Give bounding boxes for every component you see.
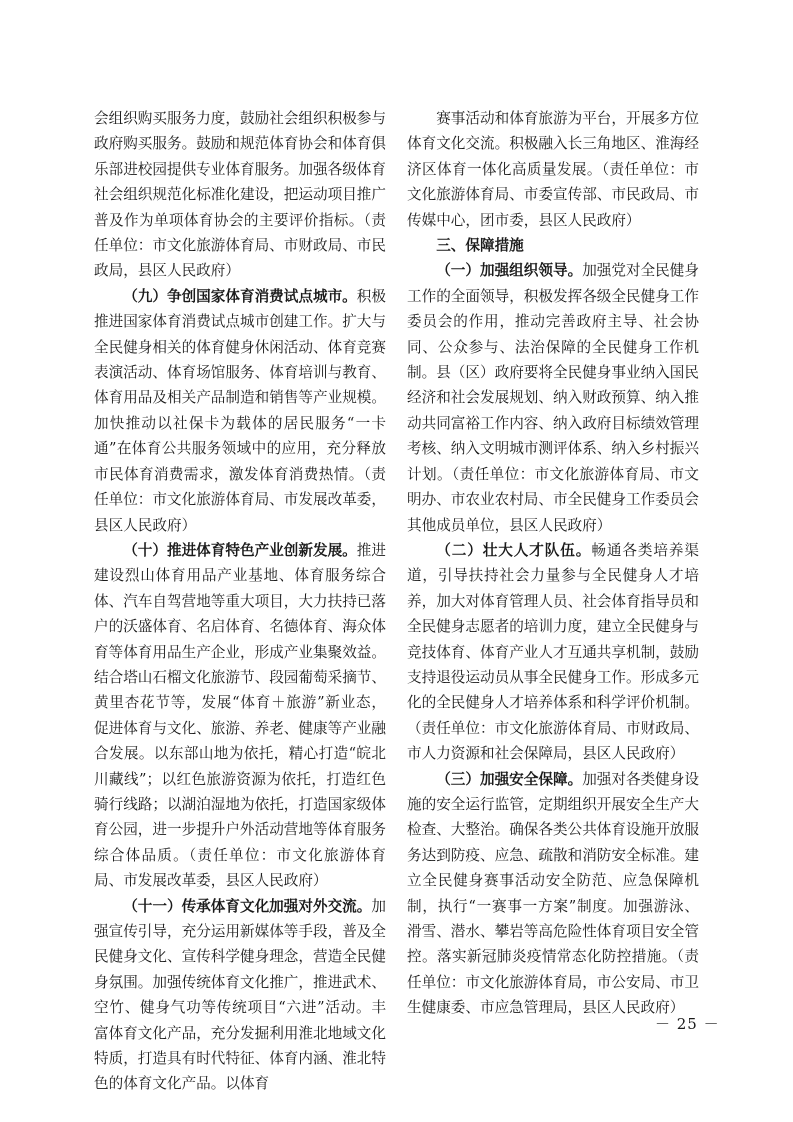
paragraph-heading: （十）推进体育特色产业创新发展。 xyxy=(123,541,357,559)
paragraph-text: 畅通各类培养渠道，引导扶持社会力量参与全民健身人才培养，加大对体育管理人员、社会体育指导员和全民健身志愿者的培训力度，建立全民健身与竞技体育、体育产业人才互通共享机制，鼓励支持退役运动员从事全民健身工作。形成多元化的全民健身人才培养体系和科学评价机制。（责任单位：市文化旅游体育局、市财政局、市人力资源和社会保障局，县区人民政府） xyxy=(407,541,699,763)
paragraph-heading: （三）加强安全保障。 xyxy=(436,770,583,788)
paragraph-heading: （九）争创国家体育消费试点城市。 xyxy=(123,287,357,305)
paragraph-text: 推进建设烈山体育用品产业基地、体育服务综合体、汽车自驾营地等重大项目，大力扶持已落户的沃盛体育、名启体育、名德体育、海众体育等体育用品生产企业，形成产业集聚效益。结合塔山石榴文化旅游节、段园葡萄采摘节、黄里杏花节等，发展“体育＋旅游”新业态，促进体育与文化、旅游、养老、健康等产业融合发展。以东部山地为依托，精心打造“皖北川藏线”；以红色旅游资源为依托，打造红色骑行线路；以湖泊湿地为依托，打造国家级体育公园，进一步提升户外活动营地等体育服务综合体品质。（责任单位：市文化旅游体育局、市发展改革委，县区人民政府） xyxy=(94,541,386,890)
paragraph-continued xyxy=(94,106,386,284)
right-column xyxy=(407,106,699,1021)
paragraph-continued xyxy=(407,106,699,233)
paragraph-text: 会组织购买服务力度，鼓励社会组织积极参与政府购买服务。鼓励和规范体育协会和体育俱乐部进校园提供专业体育服务。加强各级体育社会组织规范化标准化建设，把运动项目推广普及作为单项体育协会的主要评价指标。（责任单位：市文化旅游体育局、市财政局、市民政局，县区人民政府） xyxy=(94,110,386,280)
paragraph-text: 加强对各类健身设施的安全运行监管，定期组织开展安全生产大检查、大整治。确保各类公共体育设施开放服务达到防疫、应急、疏散和消防安全标准。建立全民健身赛事活动安全防范、应急保障机制，执行“一赛事一方案”制度。加强游泳、滑雪、潜水、攀岩等高危险性体育项目安全管控。落实新冠肺炎疫情常态化防控措施。（责任单位：市文化旅游体育局，市公安局、市卫生健康委、市应急管理局，县区人民政府） xyxy=(407,770,699,1017)
paragraph-safety-guarantee xyxy=(407,767,699,1021)
paragraph-heading: （二）壮大人才队伍。 xyxy=(436,541,592,559)
paragraph-talent-team xyxy=(407,538,699,767)
paragraph-text: 积极推进国家体育消费试点城市创建工作。扩大与全民健身相关的体育健身休闲活动、体育竞赛表演活动、体育场馆服务、体育培训与教育、体育用品及相关产品制造和销售等产业规模。加快推动以社保卡为载体的居民服务“一卡通”在体育公共服务领域中的应用，充分释放市民体育消费需求，激发体育消费热情。（责任单位：市文化旅游体育局、市发展改革委，县区人民政府） xyxy=(94,287,386,534)
page-number: － 25 － xyxy=(655,1015,720,1033)
paragraph-consumption-pilot-city xyxy=(94,284,386,538)
paragraph-industry-innovation xyxy=(94,538,386,894)
paragraph-culture-exchange xyxy=(94,894,386,1097)
section-title: 三、保障措施 xyxy=(436,237,524,255)
paragraph-heading: （一）加强组织领导。 xyxy=(436,262,583,280)
left-column xyxy=(94,106,386,1097)
paragraph-text: 加强党对全民健身工作的全面领导，积极发挥各级全民健身工作委员会的作用，推动完善政府主导、社会协同、公众参与、法治保障的全民健身工作机制。县（区）政府要将全民健身事业纳入国民经济和社会发展规划、纳入财政预算、纳入推动共同富裕工作内容、纳入政府目标绩效管理考核、纳入文明城市测评体系、纳入乡村振兴计划。（责任单位：市文化旅游体育局、市文明办、市农业农村局、市全民健身工作委员会其他成员单位，县区人民政府） xyxy=(407,262,699,534)
paragraph-text: 加强宣传引导，充分运用新媒体等手段，普及全民健身文化、宣传科学健身理念，营造全民健身氛围。加强传统体育文化推广，推进武术、空竹、健身气功等传统项目“六进”活动。丰富体育文化产品，充分发掘利用淮北地域文化特质，打造具有时代特征、体育内涵、淮北特色的体育文化产品。以体育 xyxy=(94,897,386,1093)
paragraph-organization-leadership xyxy=(407,258,699,537)
paragraph-heading: （十一）传承体育文化加强对外交流。 xyxy=(123,897,372,915)
paragraph-text: 赛事活动和体育旅游为平台，开展多方位体育文化交流。积极融入长三角地区、淮海经济区体育一体化高质量发展。（责任单位：市文化旅游体育局、市委宣传部、市民政局、市传媒中心，团市委，县区人民政府） xyxy=(407,110,699,229)
